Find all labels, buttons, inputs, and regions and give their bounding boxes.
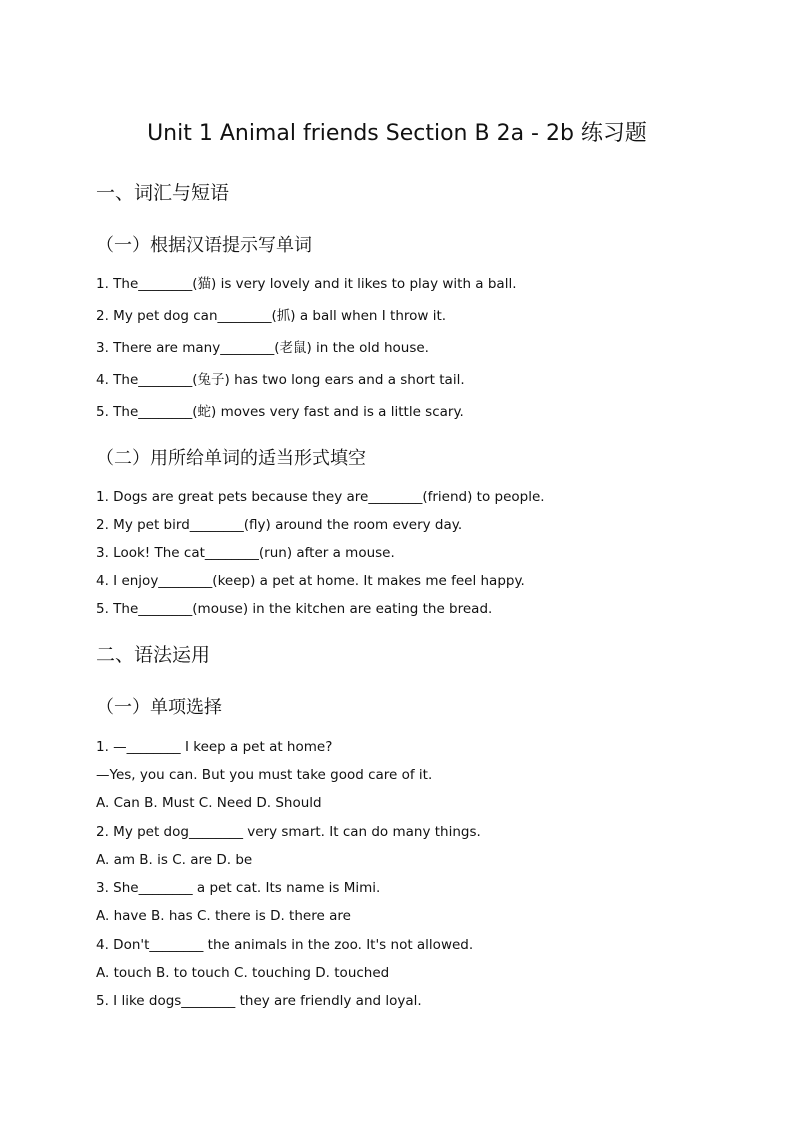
question-item: 1. Dogs are great pets because they are________(friend) to people. xyxy=(96,489,545,505)
choice-options: A. Can B. Must C. Need D. Should xyxy=(96,795,322,811)
question-item: 1. The________(猫) is very lovely and it likes to play with a ball. xyxy=(96,276,517,292)
subsection-heading-multiple-choice: （一）单项选择 xyxy=(96,697,222,718)
question-item: 3. There are many________(老鼠) in the old house. xyxy=(96,340,429,356)
answer-line: —Yes, you can. But you must take good care of it. xyxy=(96,767,433,783)
question-item: 3. Look! The cat________(run) after a mouse. xyxy=(96,545,395,561)
question-item: 2. My pet dog can________(抓) a ball when I throw it. xyxy=(96,308,447,324)
question-item: 3. She________ a pet cat. Its name is Mimi. xyxy=(96,880,381,896)
question-item: 1. —________ I keep a pet at home? xyxy=(96,739,333,755)
question-item: 5. The________(mouse) in the kitchen are eating the bread. xyxy=(96,601,493,617)
question-item: 5. I like dogs________ they are friendly and loyal. xyxy=(96,993,422,1009)
choice-options: A. have B. has C. there is D. there are xyxy=(96,908,351,924)
choice-options: A. am B. is C. are D. be xyxy=(96,852,253,868)
question-item: 2. My pet bird________(fly) around the room every day. xyxy=(96,517,463,533)
question-item: 4. The________(兔子) has two long ears and a short tail. xyxy=(96,372,465,388)
section-heading-vocabulary: 一、词汇与短语 xyxy=(96,182,230,204)
choice-options: A. touch B. to touch C. touching D. touched xyxy=(96,965,390,981)
question-item: 2. My pet dog________ very smart. It can do many things. xyxy=(96,824,481,840)
question-item: 4. Don't________ the animals in the zoo. It's not allowed. xyxy=(96,937,474,953)
question-item: 5. The________(蛇) moves very fast and is a little scary. xyxy=(96,404,464,420)
subsection-heading-fill-forms: （二）用所给单词的适当形式填空 xyxy=(96,448,366,469)
subsection-heading-write-words: （一）根据汉语提示写单词 xyxy=(96,235,312,256)
question-item: 4. I enjoy________(keep) a pet at home. It makes me feel happy. xyxy=(96,573,525,589)
section-heading-grammar: 二、语法运用 xyxy=(96,644,211,666)
page-title: Unit 1 Animal friends Section B 2a - 2b 练习题 xyxy=(147,121,647,146)
